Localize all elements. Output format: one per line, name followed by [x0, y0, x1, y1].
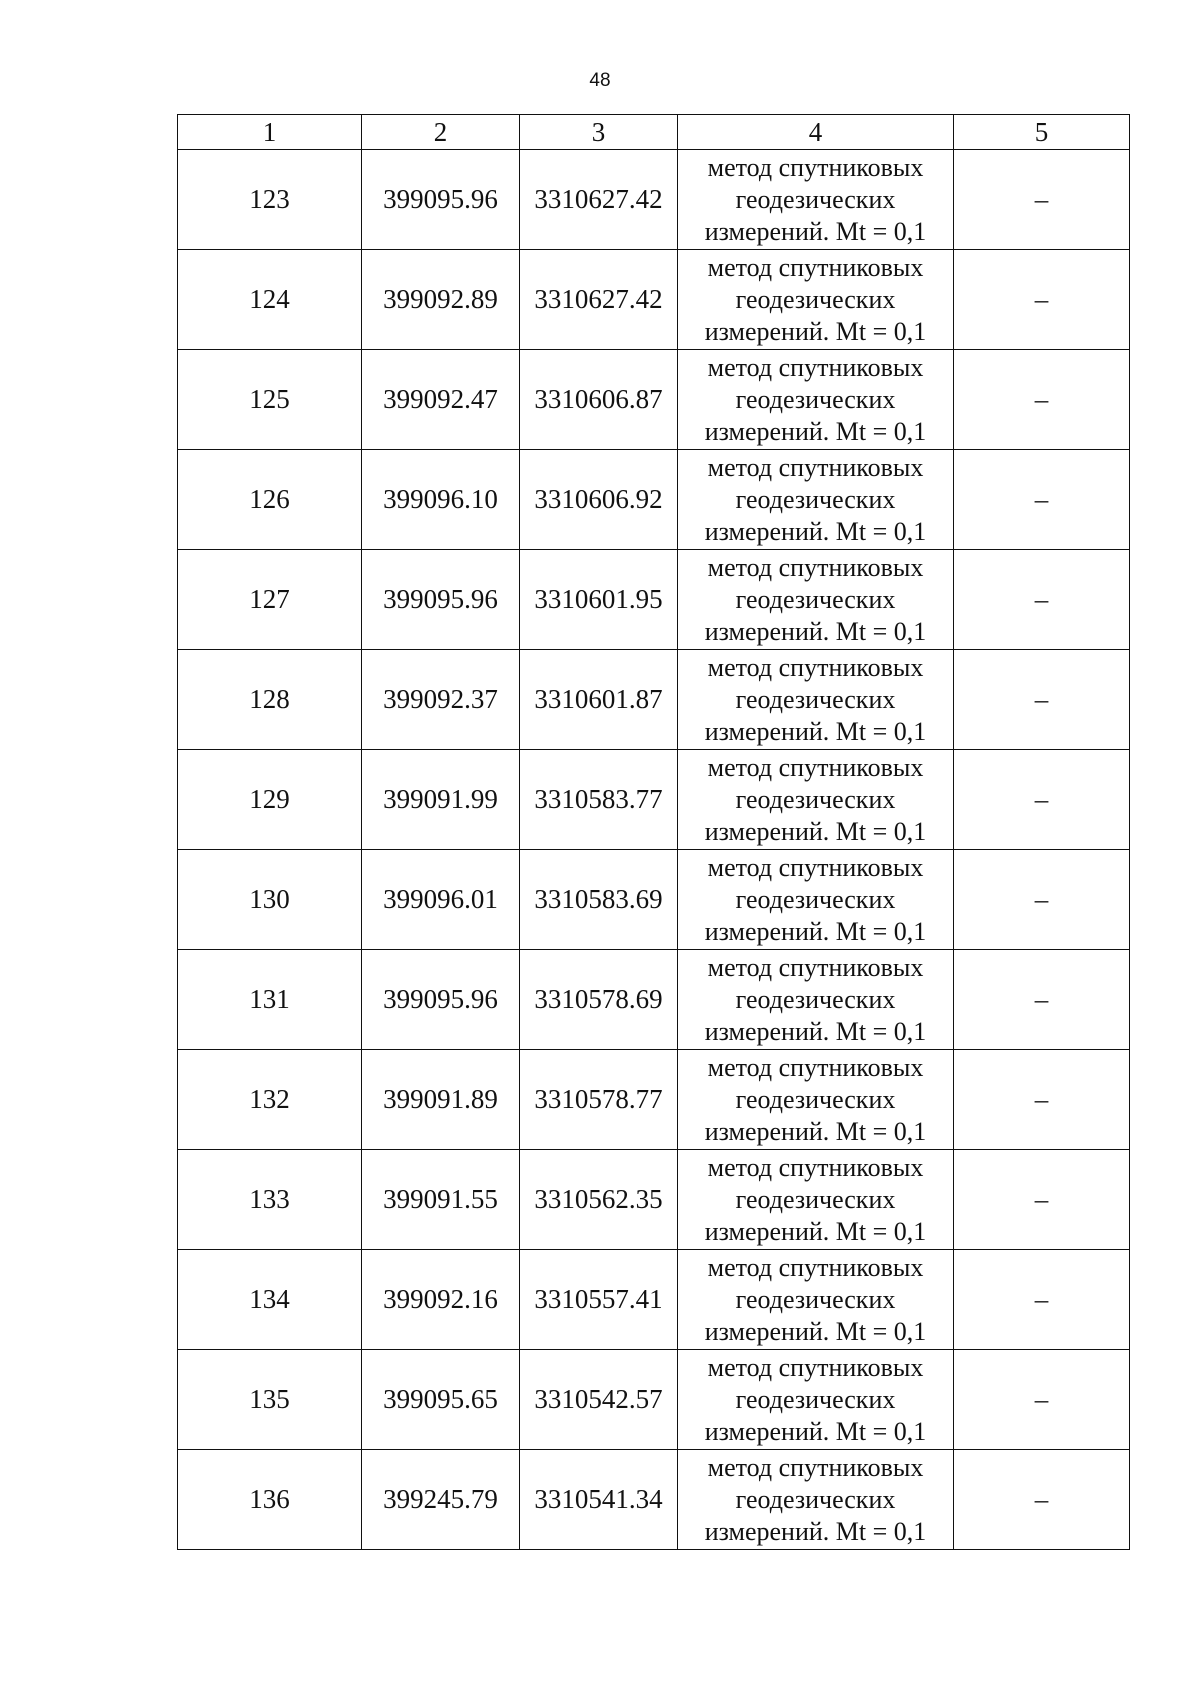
method-cell	[678, 1050, 954, 1150]
note-cell: –	[954, 450, 1130, 550]
point-number-cell: 134	[178, 1250, 362, 1350]
y-coordinate-cell: 3310601.95	[520, 550, 678, 650]
y-coordinate-cell: 3310557.41	[520, 1250, 678, 1350]
method-line: геодезических	[735, 184, 896, 214]
method-line: геодезических	[735, 884, 896, 914]
note-cell: –	[954, 950, 1130, 1050]
point-number-cell: 136	[178, 1450, 362, 1550]
note-cell: –	[954, 1050, 1130, 1150]
x-coordinate-cell: 399091.55	[362, 1150, 520, 1250]
method-line: измерений. Mt = 0,1	[704, 1116, 927, 1146]
table-row	[178, 350, 1130, 450]
method-line: геодезических	[735, 1484, 896, 1514]
method-line: измерений. Mt = 0,1	[704, 1416, 927, 1446]
table-row	[178, 450, 1130, 550]
method-line: геодезических	[735, 984, 896, 1014]
method-line: геодезических	[735, 584, 896, 614]
table-row	[178, 1450, 1130, 1550]
method-line: геодезических	[735, 384, 896, 414]
page-number: 48	[589, 70, 611, 91]
header-row	[178, 115, 1130, 150]
point-number-cell: 135	[178, 1350, 362, 1450]
point-number-cell: 131	[178, 950, 362, 1050]
method-line: измерений. Mt = 0,1	[704, 1216, 927, 1246]
method-line: измерений. Mt = 0,1	[704, 716, 927, 746]
x-coordinate-cell: 399095.65	[362, 1350, 520, 1450]
method-line: геодезических	[735, 284, 896, 314]
note-cell: –	[954, 850, 1130, 950]
y-coordinate-cell: 3310583.69	[520, 850, 678, 950]
method-line: измерений. Mt = 0,1	[704, 416, 927, 446]
coordinates-table	[177, 114, 1130, 1550]
method-line: метод спутниковых	[707, 752, 924, 782]
note-cell: –	[954, 550, 1130, 650]
table-row	[178, 150, 1130, 250]
point-number-cell: 123	[178, 150, 362, 250]
y-coordinate-cell: 3310578.77	[520, 1050, 678, 1150]
method-cell	[678, 850, 954, 950]
method-cell	[678, 650, 954, 750]
method-cell	[678, 250, 954, 350]
y-coordinate-cell: 3310627.42	[520, 150, 678, 250]
method-line: геодезических	[735, 1284, 896, 1314]
method-cell	[678, 1350, 954, 1450]
method-cell	[678, 1150, 954, 1250]
method-line: метод спутниковых	[707, 152, 924, 182]
y-coordinate-cell: 3310562.35	[520, 1150, 678, 1250]
point-number-cell: 133	[178, 1150, 362, 1250]
x-coordinate-cell: 399092.89	[362, 250, 520, 350]
point-number-cell: 128	[178, 650, 362, 750]
method-line: измерений. Mt = 0,1	[704, 916, 927, 946]
header-cell-5: 5	[954, 115, 1130, 150]
method-line: геодезических	[735, 784, 896, 814]
method-line: измерений. Mt = 0,1	[704, 216, 927, 246]
y-coordinate-cell: 3310542.57	[520, 1350, 678, 1450]
x-coordinate-cell: 399092.47	[362, 350, 520, 450]
note-cell: –	[954, 250, 1130, 350]
y-coordinate-cell: 3310601.87	[520, 650, 678, 750]
point-number-cell: 125	[178, 350, 362, 450]
method-line: измерений. Mt = 0,1	[704, 616, 927, 646]
table-row	[178, 550, 1130, 650]
method-line: геодезических	[735, 684, 896, 714]
note-cell: –	[954, 1150, 1130, 1250]
method-cell	[678, 950, 954, 1050]
table-row	[178, 850, 1130, 950]
point-number-cell: 127	[178, 550, 362, 650]
note-cell: –	[954, 650, 1130, 750]
point-number-cell: 130	[178, 850, 362, 950]
x-coordinate-cell: 399245.79	[362, 1450, 520, 1550]
header-cell-3: 3	[520, 115, 678, 150]
point-number-cell: 132	[178, 1050, 362, 1150]
method-line: метод спутниковых	[707, 252, 924, 282]
method-line: метод спутниковых	[707, 552, 924, 582]
method-cell	[678, 750, 954, 850]
method-line: геодезических	[735, 1184, 896, 1214]
method-line: геодезических	[735, 1384, 896, 1414]
note-cell: –	[954, 1250, 1130, 1350]
table-row	[178, 950, 1130, 1050]
method-line: геодезических	[735, 484, 896, 514]
method-line: метод спутниковых	[707, 452, 924, 482]
y-coordinate-cell: 3310583.77	[520, 750, 678, 850]
note-cell: –	[954, 750, 1130, 850]
method-cell	[678, 150, 954, 250]
x-coordinate-cell: 399091.99	[362, 750, 520, 850]
table-header	[178, 115, 1130, 150]
point-number-cell: 124	[178, 250, 362, 350]
method-line: геодезических	[735, 1084, 896, 1114]
note-cell: –	[954, 1350, 1130, 1450]
header-cell-1: 1	[178, 115, 362, 150]
x-coordinate-cell: 399095.96	[362, 550, 520, 650]
x-coordinate-cell: 399096.10	[362, 450, 520, 550]
note-cell: –	[954, 350, 1130, 450]
method-line: измерений. Mt = 0,1	[704, 816, 927, 846]
method-line: измерений. Mt = 0,1	[704, 516, 927, 546]
method-line: метод спутниковых	[707, 1452, 924, 1482]
point-number-cell: 126	[178, 450, 362, 550]
method-cell	[678, 1450, 954, 1550]
method-line: метод спутниковых	[707, 352, 924, 382]
method-line: метод спутниковых	[707, 952, 924, 982]
method-cell	[678, 1250, 954, 1350]
method-line: измерений. Mt = 0,1	[704, 1516, 927, 1546]
x-coordinate-cell: 399092.16	[362, 1250, 520, 1350]
method-line: измерений. Mt = 0,1	[704, 1316, 927, 1346]
x-coordinate-cell: 399091.89	[362, 1050, 520, 1150]
table-row	[178, 1050, 1130, 1150]
note-cell: –	[954, 1450, 1130, 1550]
table-row	[178, 1350, 1130, 1450]
method-line: метод спутниковых	[707, 852, 924, 882]
method-cell	[678, 550, 954, 650]
table-row	[178, 750, 1130, 850]
table-body	[178, 150, 1130, 1550]
method-cell	[678, 450, 954, 550]
y-coordinate-cell: 3310627.42	[520, 250, 678, 350]
table-row	[178, 1150, 1130, 1250]
x-coordinate-cell: 399092.37	[362, 650, 520, 750]
header-cell-4: 4	[678, 115, 954, 150]
y-coordinate-cell: 3310578.69	[520, 950, 678, 1050]
y-coordinate-cell: 3310541.34	[520, 1450, 678, 1550]
method-line: метод спутниковых	[707, 1252, 924, 1282]
point-number-cell: 129	[178, 750, 362, 850]
header-cell-2: 2	[362, 115, 520, 150]
method-line: метод спутниковых	[707, 1352, 924, 1382]
table-row	[178, 250, 1130, 350]
method-cell	[678, 350, 954, 450]
x-coordinate-cell: 399095.96	[362, 950, 520, 1050]
method-line: измерений. Mt = 0,1	[704, 1016, 927, 1046]
method-line: метод спутниковых	[707, 1152, 924, 1182]
table-row	[178, 650, 1130, 750]
note-cell: –	[954, 150, 1130, 250]
method-line: измерений. Mt = 0,1	[704, 316, 927, 346]
y-coordinate-cell: 3310606.92	[520, 450, 678, 550]
table-row	[178, 1250, 1130, 1350]
x-coordinate-cell: 399095.96	[362, 150, 520, 250]
y-coordinate-cell: 3310606.87	[520, 350, 678, 450]
x-coordinate-cell: 399096.01	[362, 850, 520, 950]
method-line: метод спутниковых	[707, 1052, 924, 1082]
method-line: метод спутниковых	[707, 652, 924, 682]
